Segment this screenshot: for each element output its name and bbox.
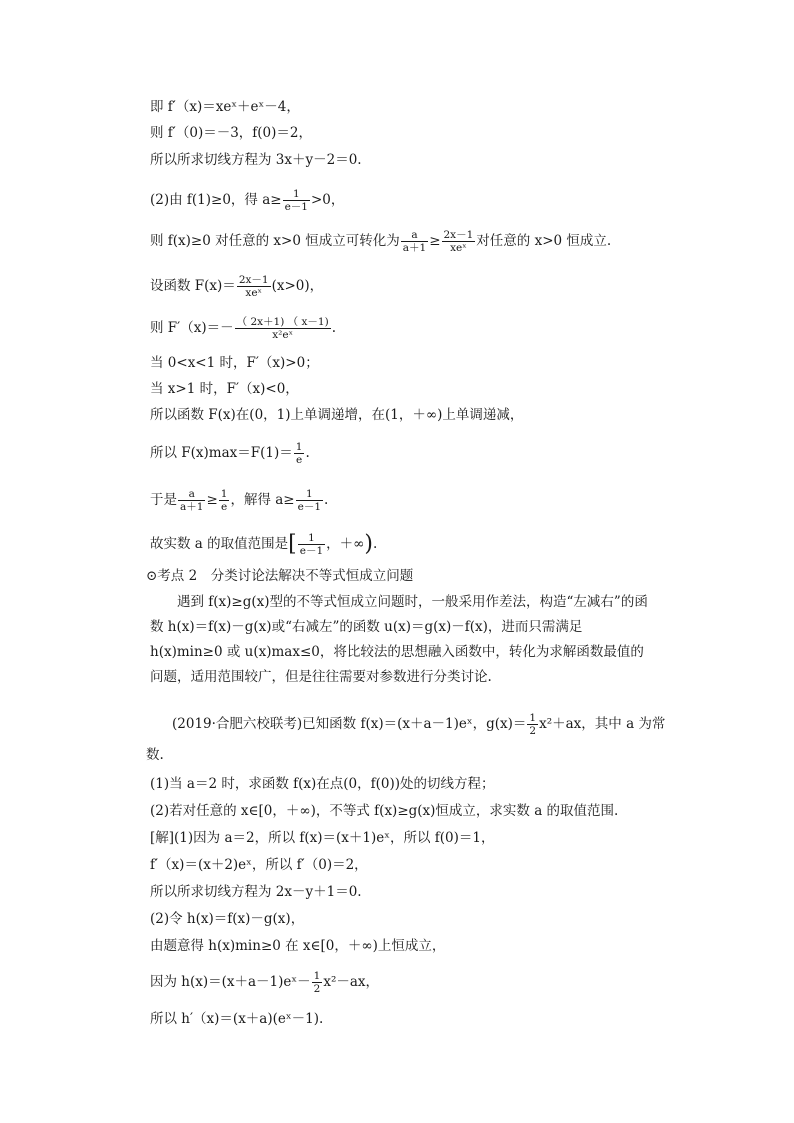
section-heading: ⊙考点 2 分类讨论法解决不等式恒成立问题	[146, 568, 414, 584]
text-segment: .	[305, 445, 310, 461]
fraction-numerator: 1	[295, 441, 303, 453]
fraction-denominator: e－1	[299, 545, 324, 557]
fraction-numerator: 1	[313, 970, 321, 982]
text-line: 所以函数 F(x)在(0，1)上单调递增，在(1，＋∞)上单调递减，	[150, 407, 524, 423]
fraction-denominator: x²eˣ	[235, 328, 331, 341]
example-line	[172, 712, 665, 737]
fraction-numerator: 1	[305, 488, 313, 500]
fraction	[298, 532, 325, 557]
text-line: f′（x)＝(x＋2)eˣ，所以 f′（0)＝2，	[150, 857, 368, 873]
text-line: 所以 h′（x)＝(x＋a)(eˣ－1).	[150, 1011, 324, 1027]
text-segment: .	[324, 492, 329, 508]
fraction-denominator: 2	[313, 983, 321, 995]
fraction-denominator: a＋1	[402, 242, 427, 254]
fraction	[442, 229, 476, 254]
text-line: 即 f′（x)＝xeˣ＋eˣ－4，	[150, 99, 300, 115]
text-segment: (2019·合肥六校联考)已知函数 f(x)＝(x＋a－1)eˣ，g(x)＝	[172, 716, 527, 732]
text-segment: (2)由 f(1)≥0，得 a≥	[150, 192, 282, 208]
text-line: (2)若对任意的 x∈[0，＋∞)，不等式 f(x)≥g(x)恒成立，求实数 a 的取值范围.	[150, 803, 619, 819]
fraction-numerator: 1	[220, 488, 228, 500]
text-segment: 则 f(x)≥0 对任意的 x>0 恒成立可转化为	[150, 233, 400, 249]
fraction-numerator: 2x－1	[443, 229, 474, 241]
text-segment: 对任意的 x>0 恒成立.	[476, 233, 612, 249]
text-segment: 所以 F(x)max＝F(1)＝	[150, 445, 293, 461]
paragraph: 遇到 f(x)≥g(x)型的不等式恒成立问题时，一般采用作差法，构造“左减右”的函数 h(x)＝f(x)－g(x)或“右减左”的函数 u(x)＝g(x)－f(x)，进而只需满足 h(x)min≥0 或 u(x)max≤0，将比较法的思想融入函数中，转化为求解函数最值的问题，适用范围较广，但是往往需要对参数进行分类讨论.	[150, 594, 648, 685]
fraction-denominator: xeˣ	[237, 286, 271, 299]
text-line: (2)令 h(x)＝f(x)－g(x)，	[150, 911, 305, 927]
fraction-denominator: e－1	[297, 501, 322, 513]
fraction-numerator: 2x－1	[238, 274, 269, 286]
fraction	[235, 316, 331, 341]
text-segment: (x>0)，	[271, 278, 324, 294]
text-segment: ≥	[206, 492, 218, 508]
text-segment: x²－ax，	[323, 974, 380, 990]
fraction	[294, 441, 305, 466]
text-line: 当 x>1 时，F′（x)<0，	[150, 381, 299, 397]
text-segment: 于是	[150, 492, 177, 508]
text-segment: ，＋∞	[326, 536, 365, 552]
text-line: 所以所求切线方程为 3x＋y－2＝0.	[150, 152, 362, 168]
fraction-denominator: e－1	[284, 201, 308, 213]
left-bracket: [	[288, 531, 297, 557]
text-segment: x²＋ax，其中 a 为常	[539, 716, 666, 732]
text-line: 则 f′（0)＝－3，f(0)＝2，	[150, 125, 313, 141]
fraction-denominator: xeˣ	[442, 241, 476, 254]
fraction-numerator: 1	[308, 532, 315, 544]
fraction-denominator: e	[294, 453, 305, 466]
fraction	[237, 274, 271, 299]
text-segment: 故实数 a 的取值范围是	[150, 536, 289, 552]
text-segment: >0，	[311, 192, 345, 208]
fraction-denominator: e	[219, 500, 230, 513]
text-line	[150, 488, 328, 513]
fraction-numerator: a	[411, 229, 418, 241]
text-segment: ，解得 a≥	[230, 492, 295, 508]
fraction	[219, 488, 230, 513]
text-line: 当 0<x<1 时，F′（x)>0；	[150, 355, 319, 371]
fraction	[527, 712, 538, 737]
text-line	[150, 188, 344, 213]
text-line	[150, 532, 377, 557]
fraction-denominator: 2	[529, 725, 537, 737]
text-line: [解](1)因为 a＝2，所以 f(x)＝(x＋1)eˣ，所以 f(0)＝1，	[150, 830, 495, 846]
text-segment: 因为 h(x)＝(x＋a－1)eˣ－	[150, 974, 311, 990]
text-line	[150, 229, 611, 254]
text-line: 由题意得 h(x)min≥0 在 x∈[0，＋∞)上恒成立，	[150, 938, 446, 954]
text-line	[150, 970, 379, 995]
text-segment: .	[331, 320, 336, 336]
fraction-denominator: a＋1	[180, 501, 204, 513]
fraction	[312, 970, 323, 995]
text-line	[150, 316, 336, 341]
text-line: (1)当 a＝2 时，求函数 f(x)在点(0，f(0))处的切线方程；	[150, 776, 495, 792]
text-line	[150, 441, 310, 466]
right-parenthesis: )	[364, 531, 373, 557]
text-segment: ≥	[429, 233, 441, 249]
text-line: 所以所求切线方程为 2x－y＋1＝0.	[150, 884, 362, 900]
text-segment: .	[372, 536, 378, 552]
text-segment: 则 F′（x)＝－	[150, 320, 234, 336]
fraction-numerator: 1	[529, 712, 537, 724]
text-line	[150, 274, 323, 299]
fraction-numerator: 1	[292, 188, 300, 200]
fraction-numerator: a	[188, 488, 195, 500]
fraction	[283, 188, 310, 213]
fraction	[178, 488, 205, 513]
fraction	[296, 488, 323, 513]
fraction-numerator: （ 2x＋1) （ x－1)	[236, 316, 329, 328]
fraction	[401, 229, 428, 254]
text-line: 数.	[146, 747, 164, 763]
text-segment: 设函数 F(x)＝	[150, 278, 236, 294]
